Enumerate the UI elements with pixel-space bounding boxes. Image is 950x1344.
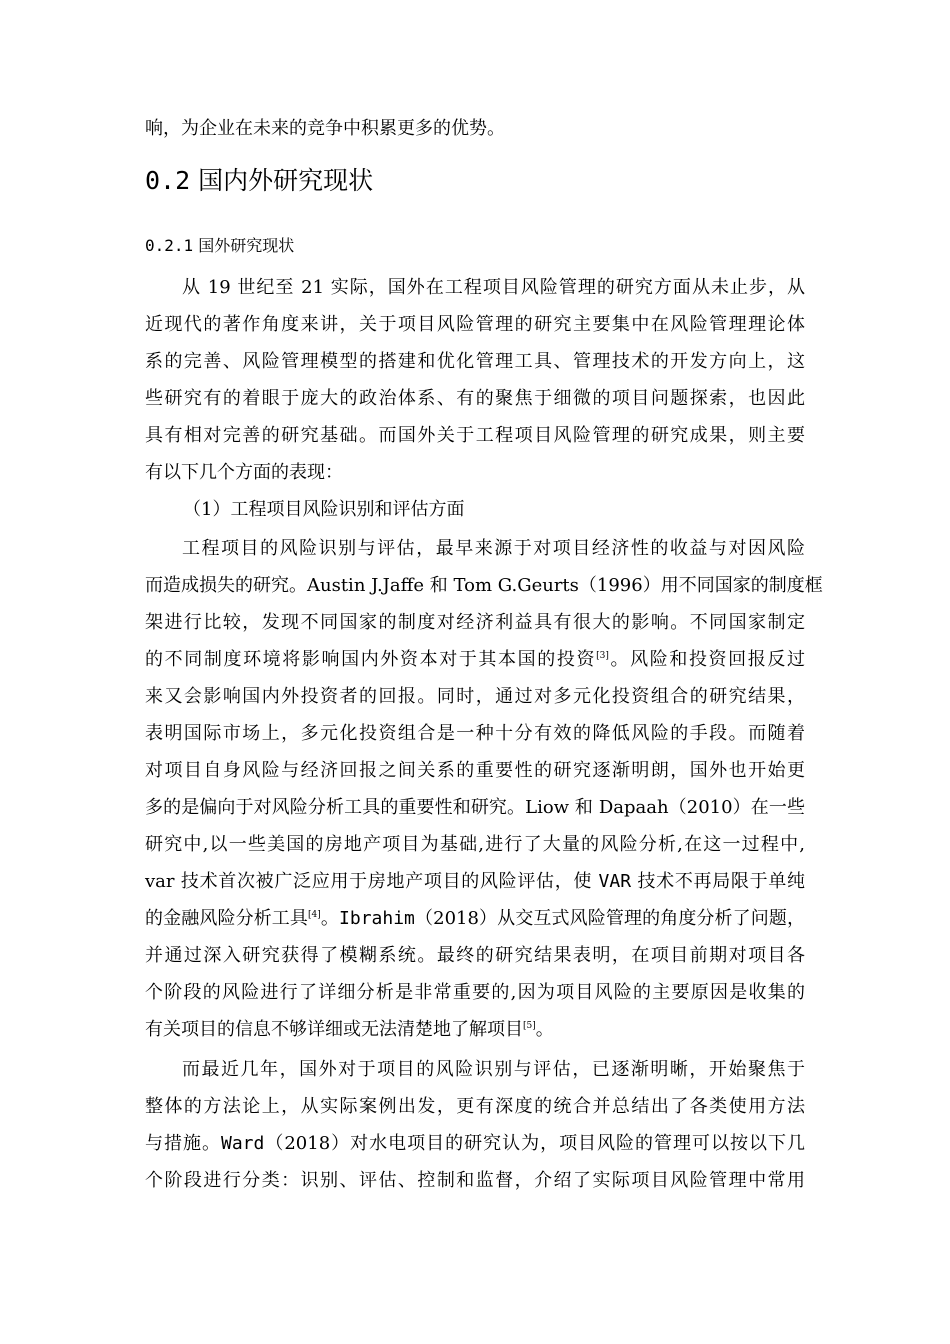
text-run: 技术不再局限于单纯: [631, 871, 805, 892]
text-run-mono: VAR: [598, 871, 632, 892]
paragraph-line: 研究中,以一些美国的房地产项目为基础,进行了大量的风险分析,在这一过程中,: [145, 834, 805, 855]
text-run: var 技术首次被广泛应用于房地产项目的风险评估，使: [145, 871, 599, 892]
subsection-number: 0.2.1: [145, 236, 194, 255]
paragraph-line: 些研究有的着眼于庞大的政治体系、有的聚焦于细微的项目问题探索，也因此: [145, 388, 805, 409]
text-run: 的不同制度环境将影响国内外资本对于其本国的投资: [145, 649, 597, 670]
text-run: 。: [535, 1019, 554, 1040]
text-run: 与措施。: [145, 1133, 221, 1154]
paragraph-line: 架进行比较，发现不同国家的制度对经济利益具有很大的影响。不同国家制定: [145, 612, 805, 633]
section-heading: [145, 164, 373, 198]
text-run: 。风险和投资回报反过: [608, 649, 806, 670]
citation-ref: [4]: [308, 910, 321, 920]
paragraph-line: 并通过深入研究获得了模糊系统。最终的研究结果表明，在项目前期对项目各: [145, 945, 805, 966]
paragraph-line: 整体的方法论上，从实际案例出发，更有深度的统合并总结出了各类使用方法: [145, 1096, 805, 1117]
list-item-heading: （1）工程项目风险识别和评估方面: [183, 499, 465, 520]
text-run: 有关项目的信息不够详细或无法清楚地了解项目: [145, 1019, 523, 1040]
subsection-heading: [145, 234, 294, 258]
paragraph-line: 从 19 世纪至 21 实际，国外在工程项目风险管理的研究方面从未止步，从: [182, 277, 805, 298]
paragraph-line: 工程项目的风险识别与评估，最早来源于对项目经济性的收益与对因风险: [182, 538, 805, 559]
paragraph-line: 个阶段的风险进行了详细分析是非常重要的,因为项目风险的主要原因是收集的: [145, 982, 805, 1003]
paragraph-line: [145, 648, 805, 672]
paragraph-line: 个阶段进行分类：识别、评估、控制和监督，介绍了实际项目风险管理中常用: [145, 1170, 805, 1191]
text-run: 。: [320, 908, 340, 929]
text-run: 的金融风险分析工具: [145, 908, 309, 929]
paragraph-line: 有以下几个方面的表现：: [145, 462, 343, 483]
paragraph-line: [145, 1132, 805, 1156]
paragraph-line: 多的是偏向于对风险分析工具的重要性和研究。Liow 和 Dapaah（2010）在一些: [145, 797, 805, 818]
paragraph-line: [145, 1018, 805, 1042]
paragraph-line: 表明国际市场上，多元化投资组合是一种十分有效的降低风险的手段。而随着: [145, 723, 805, 744]
section-title: 国内外研究现状: [198, 166, 374, 195]
text-run: （2018）对水电项目的研究认为，项目风险的管理可以按以下几: [264, 1133, 805, 1154]
paragraph-line: 对项目自身风险与经济回报之间关系的重要性的研究逐渐明朗，国外也开始更: [145, 760, 805, 781]
subsection-title: 国外研究现状: [198, 236, 295, 255]
citation-ref: [5]: [523, 1021, 536, 1031]
section-number: 0.2: [145, 166, 191, 195]
paragraph-line: 近现代的著作角度来讲，关于项目风险管理的研究主要集中在风险管理理论体: [145, 314, 805, 335]
paragraph-line: 具有相对完善的研究基础。而国外关于工程项目风险管理的研究成果，则主要: [145, 425, 805, 446]
citation-ref: [3]: [596, 651, 609, 661]
paragraph-line: 来又会影响国内外投资者的回报。同时，通过对多元化投资组合的研究结果，: [145, 686, 805, 707]
text-run-mono: Ward: [220, 1133, 265, 1154]
paragraph-line: [145, 870, 805, 894]
text-run: （2018）从交互式风险管理的角度分析了问题，: [414, 908, 806, 929]
paragraph-line: 响，为企业在未来的竞争中积累更多的优势。: [145, 118, 505, 139]
paragraph-line: 而造成损失的研究。Austin J.Jaffe 和 Tom G.Geurts（1996）用不同国家的制度框: [145, 575, 823, 596]
paragraph-line: [145, 907, 805, 931]
paragraph-line: 而最近几年，国外对于项目的风险识别与评估，已逐渐明晰，开始聚焦于: [182, 1059, 805, 1080]
text-run-mono: Ibrahim: [339, 908, 415, 929]
paragraph-line: 系的完善、风险管理模型的搭建和优化管理工具、管理技术的开发方向上，这: [145, 351, 805, 372]
